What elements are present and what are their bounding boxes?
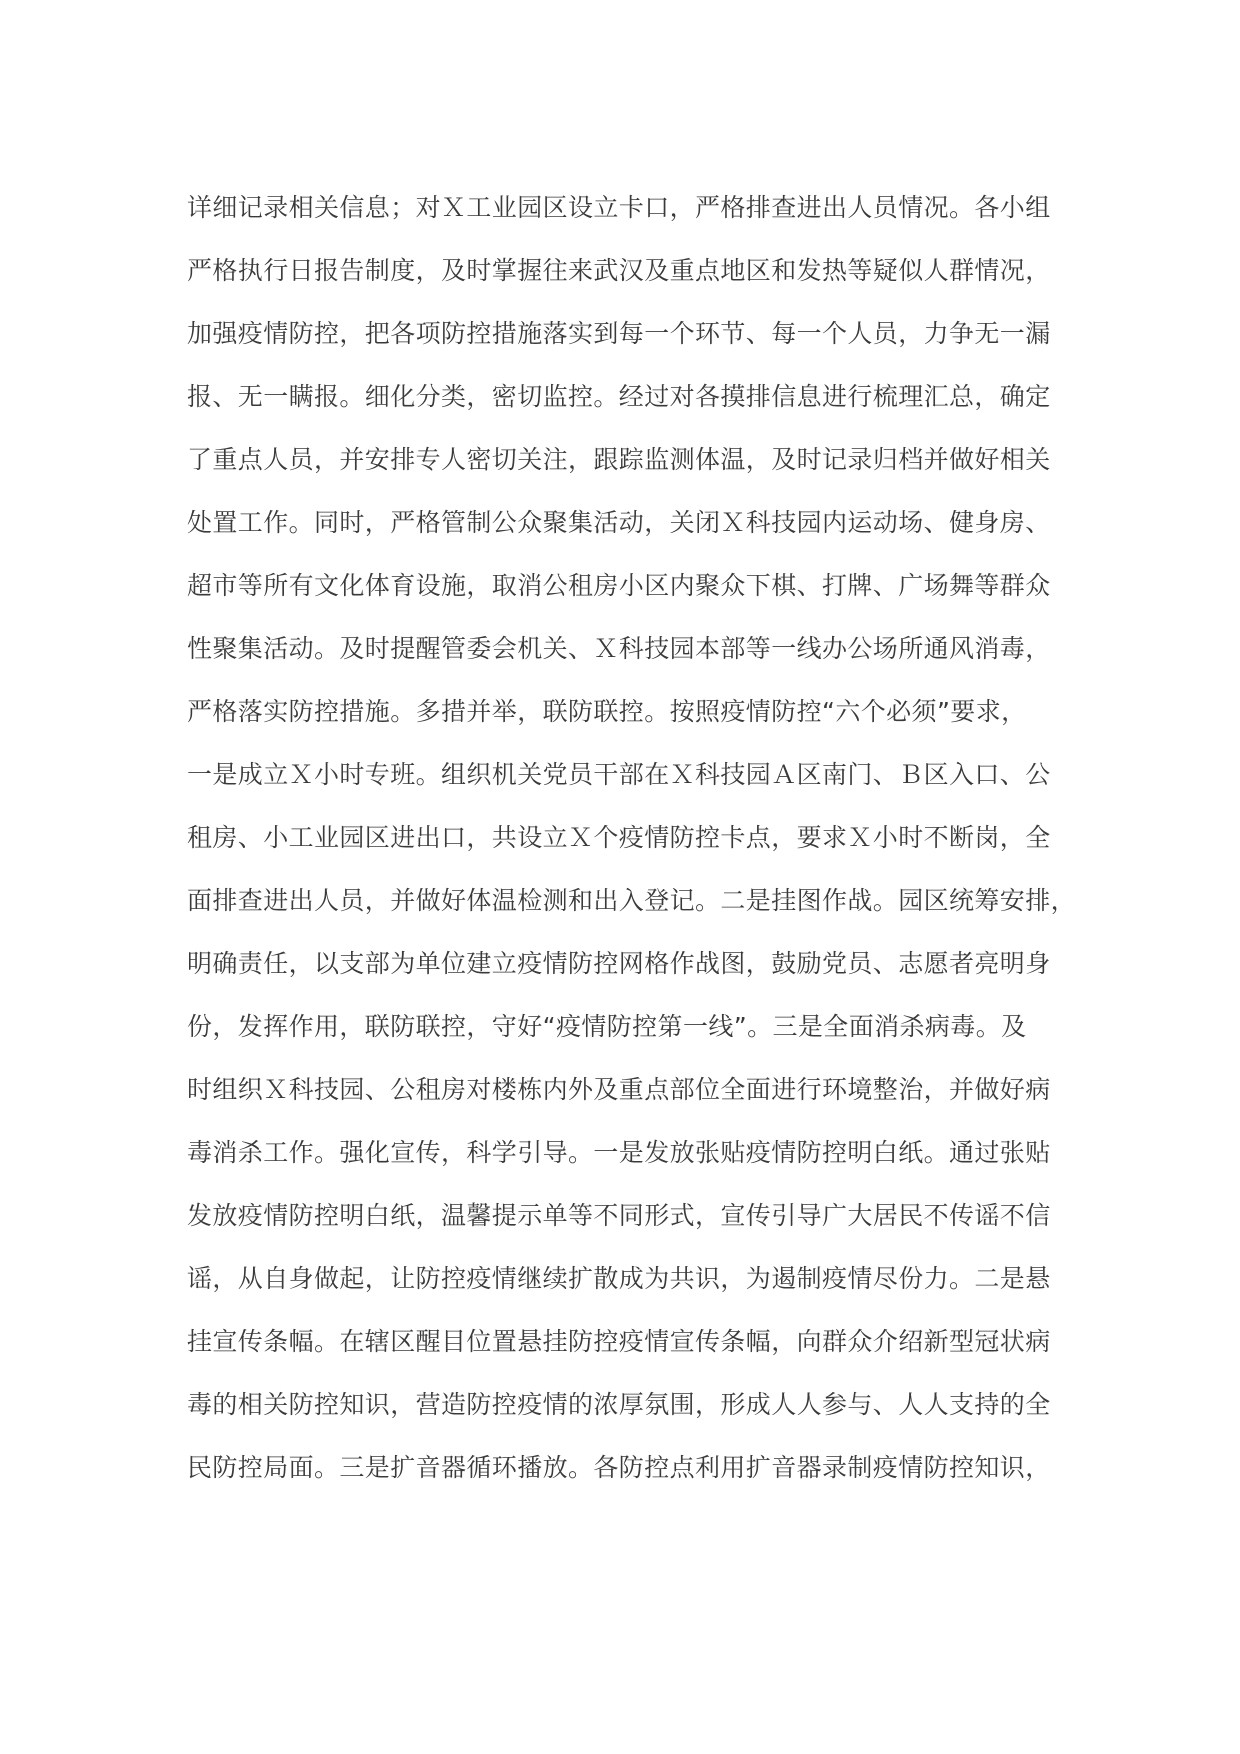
body-text	[187, 176, 1087, 1499]
text-line: 超市等所有文化体育设施，取消公租房小区内聚众下棋、打牌、广场舞等群众	[187, 571, 1051, 600]
text-line: 报、无一瞒报。细化分类，密切监控。经过对各摸排信息进行梳理汇总，确定	[187, 382, 1051, 411]
text-line: 明确责任，以支部为单位建立疫情防控网格作战图，鼓励党员、志愿者亮明身	[187, 949, 1051, 978]
text-line: 挂宣传条幅。在辖区醒目位置悬挂防控疫情宣传条幅，向群众介绍新型冠状病	[187, 1327, 1051, 1356]
text-line: 租房、小工业园区进出口，共设立Ｘ个疫情防控卡点，要求Ｘ小时不断岗，全	[187, 823, 1051, 852]
text-line: 性聚集活动。及时提醒管委会机关、Ｘ科技园本部等一线办公场所通风消毒，	[187, 634, 1051, 663]
text-line: 发放疫情防控明白纸，温馨提示单等不同形式，宣传引导广大居民不传谣不信	[187, 1201, 1051, 1230]
text-line: 了重点人员，并安排专人密切关注，跟踪监测体温，及时记录归档并做好相关	[187, 445, 1051, 474]
text-line: 时组织Ｘ科技园、公租房对楼栋内外及重点部位全面进行环境整治，并做好病	[187, 1075, 1051, 1104]
text-line: 加强疫情防控，把各项防控措施落实到每一个环节、每一个人员，力争无一漏	[187, 319, 1051, 348]
text-line: 严格执行日报告制度，及时掌握往来武汉及重点地区和发热等疑似人群情况，	[187, 256, 1051, 285]
text-line: 民防控局面。三是扩音器循环播放。各防控点利用扩音器录制疫情防控知识，	[187, 1453, 1051, 1482]
text-line: 详细记录相关信息；对Ｘ工业园区设立卡口，严格排查进出人员情况。各小组	[187, 193, 1051, 222]
text-line: 处置工作。同时，严格管制公众聚集活动，关闭Ｘ科技园内运动场、健身房、	[187, 508, 1051, 537]
text-line: 一是成立Ｘ小时专班。组织机关党员干部在Ｘ科技园Ａ区南门、Ｂ区入口、公	[187, 760, 1051, 789]
text-line: 面排查进出人员，并做好体温检测和出入登记。二是挂图作战。园区统筹安排，	[187, 886, 1077, 915]
text-line: 严格落实防控措施。多措并举，联防联控。按照疫情防控“六个必须”要求，	[187, 697, 1027, 726]
text-line: 毒的相关防控知识，营造防控疫情的浓厚氛围，形成人人参与、人人支持的全	[187, 1390, 1051, 1419]
text-line: 份，发挥作用，联防联控，守好“疫情防控第一线”。三是全面消杀病毒。及	[187, 1012, 1027, 1041]
text-line: 谣，从自身做起，让防控疫情继续扩散成为共识，为遏制疫情尽份力。二是悬	[187, 1264, 1051, 1293]
text-line: 毒消杀工作。强化宣传，科学引导。一是发放张贴疫情防控明白纸。通过张贴	[187, 1138, 1051, 1167]
